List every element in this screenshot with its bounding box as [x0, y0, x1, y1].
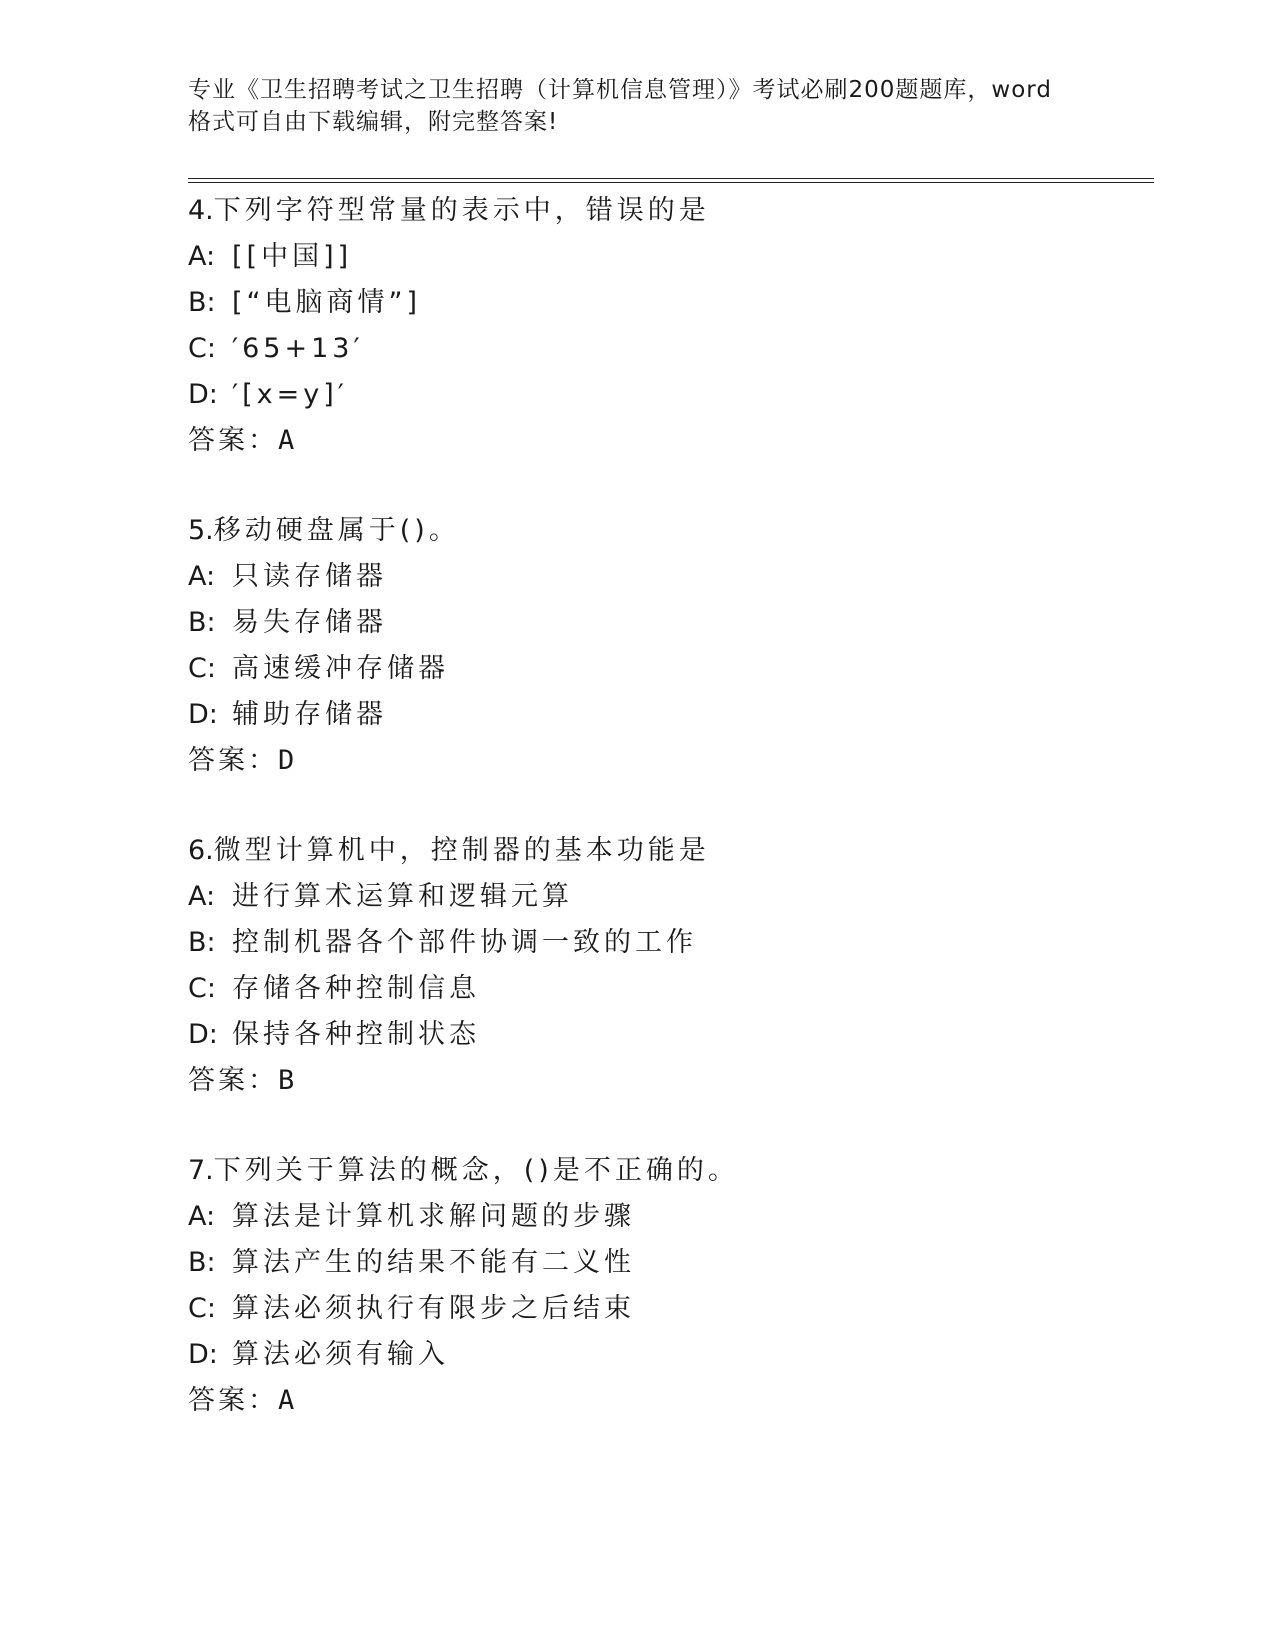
question-text: 下列关于算法的概念，()是不正确的。 [213, 1155, 739, 1186]
option-letter: C: [188, 653, 216, 684]
option-c [188, 966, 1128, 1012]
question-number: 7. [188, 1155, 214, 1186]
header-line-2: 格式可自由下载编辑，附完整答案! [188, 109, 559, 135]
option-letter: B: [188, 287, 216, 318]
answer-label: 答案： [188, 1065, 278, 1096]
option-letter: D: [188, 1339, 218, 1370]
option-c [188, 646, 1128, 692]
option-letter: B: [188, 607, 216, 638]
question-stem [188, 1148, 1128, 1194]
question-text: 下列字符型常量的表示中，错误的是 [213, 195, 710, 226]
option-text: 算法必须有输入 [232, 1339, 449, 1370]
option-text: 只读存储器 [232, 561, 387, 592]
option-letter: D: [188, 1019, 218, 1050]
option-text: 保持各种控制状态 [232, 1019, 480, 1050]
option-a [188, 1194, 1128, 1240]
option-text: 高速缓冲存储器 [232, 653, 449, 684]
option-d [188, 372, 1128, 418]
header-divider-top [188, 178, 1154, 179]
answer-line [188, 1058, 1128, 1104]
option-text: 控制机器各个部件协调一致的工作 [232, 927, 697, 958]
option-text: 进行算术运算和逻辑元算 [232, 881, 573, 912]
question-text: 微型计算机中，控制器的基本功能是 [213, 835, 710, 866]
option-b [188, 600, 1128, 646]
option-letter: B: [188, 1247, 216, 1278]
option-letter: A: [188, 1201, 216, 1232]
answer-label: 答案： [188, 425, 278, 456]
option-text: 算法是计算机求解问题的步骤 [232, 1201, 635, 1232]
question-number: 6. [188, 835, 214, 866]
question-4 [188, 188, 1128, 464]
question-number: 4. [188, 195, 214, 226]
option-text: ′[x=y]′ [232, 379, 348, 410]
question-5 [188, 508, 1128, 784]
question-7 [188, 1148, 1128, 1424]
option-letter: D: [188, 379, 218, 410]
option-a [188, 234, 1128, 280]
option-text: ′65+13′ [232, 333, 364, 364]
option-letter: C: [188, 973, 216, 1004]
answer-value: A [278, 1385, 295, 1416]
option-c [188, 326, 1128, 372]
option-a [188, 874, 1128, 920]
option-letter: B: [188, 927, 216, 958]
option-b [188, 920, 1128, 966]
option-letter: A: [188, 561, 216, 592]
option-d [188, 692, 1128, 738]
option-letter: C: [188, 1293, 216, 1324]
answer-label: 答案： [188, 745, 278, 776]
answer-value: B [278, 1065, 295, 1096]
answer-line [188, 738, 1128, 784]
header-divider-bottom [188, 182, 1154, 183]
option-text: [[中国]] [232, 241, 353, 272]
option-b [188, 1240, 1128, 1286]
answer-value: A [278, 425, 295, 456]
answer-value: D [278, 745, 295, 776]
option-a [188, 554, 1128, 600]
question-text: 移动硬盘属于()。 [213, 515, 460, 546]
option-d [188, 1332, 1128, 1378]
option-text: 辅助存储器 [232, 699, 387, 730]
option-text: [“电脑商情”] [232, 287, 422, 318]
header-line-1: 专业《卫生招聘考试之卫生招聘（计算机信息管理）》考试必刷200题题库，word [188, 77, 1052, 103]
option-d [188, 1012, 1128, 1058]
option-text: 存储各种控制信息 [232, 973, 480, 1004]
option-letter: A: [188, 241, 216, 272]
option-letter: C: [188, 333, 216, 364]
answer-line [188, 1378, 1128, 1424]
option-text: 算法必须执行有限步之后结束 [232, 1293, 635, 1324]
option-text: 算法产生的结果不能有二义性 [232, 1247, 635, 1278]
question-stem [188, 188, 1128, 234]
answer-line [188, 418, 1128, 464]
option-b [188, 280, 1128, 326]
answer-label: 答案： [188, 1385, 278, 1416]
document-header [188, 74, 1098, 138]
question-stem [188, 828, 1128, 874]
question-list [188, 188, 1128, 1424]
question-stem [188, 508, 1128, 554]
question-number: 5. [188, 515, 214, 546]
option-letter: D: [188, 699, 218, 730]
option-text: 易失存储器 [232, 607, 387, 638]
question-6 [188, 828, 1128, 1104]
option-letter: A: [188, 881, 216, 912]
option-c [188, 1286, 1128, 1332]
